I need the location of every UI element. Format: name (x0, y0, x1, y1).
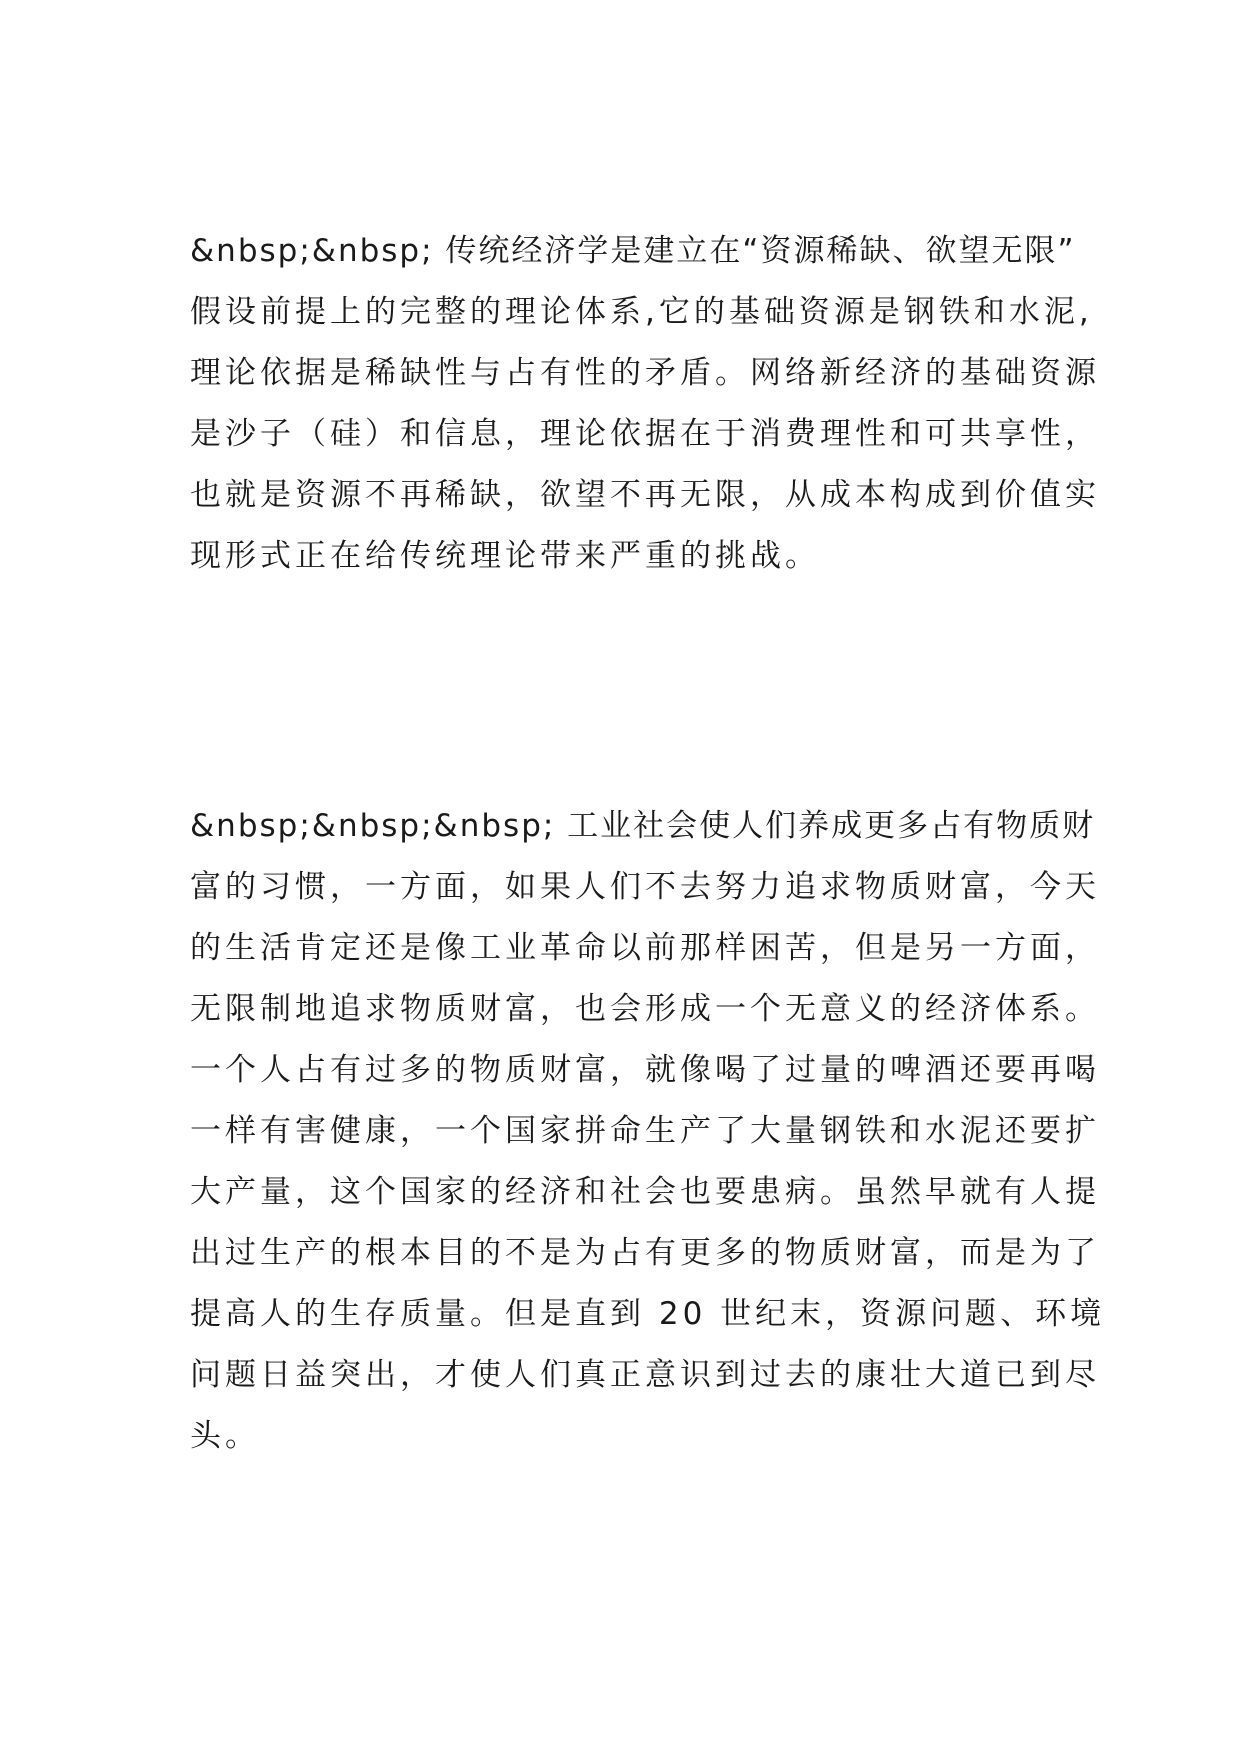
paragraph-line: 理论依据是稀缺性与占有性的矛盾。网络新经济的基础资源 (190, 355, 1100, 391)
paragraph-line: 问题日益突出，才使人们真正意识到过去的康壮大道已到尽 (190, 1357, 1100, 1393)
paragraph-line: 的生活肯定还是像工业革命以前那样困苦，但是另一方面， (190, 930, 1100, 966)
paragraph-2 (190, 796, 1106, 1467)
paragraph-line: &nbsp;&nbsp;&nbsp; 工业社会使人们养成更多占有物质财 (190, 808, 1096, 844)
paragraph-line: &nbsp;&nbsp; 传统经济学是建立在“资源稀缺、欲望无限” (190, 233, 1076, 269)
paragraph-line: 提高人的生存质量。但是直到 20 世纪末，资源问题、环境 (190, 1296, 1106, 1332)
paragraph-1 (190, 221, 1100, 587)
paragraph-line: 现形式正在给传统理论带来严重的挑战。 (190, 538, 820, 574)
paragraph-line: 一样有害健康，一个国家拼命生产了大量钢铁和水泥还要扩 (190, 1113, 1100, 1149)
paragraph-line: 出过生产的根本目的不是为占有更多的物质财富，而是为了 (190, 1235, 1100, 1271)
paragraph-line: 富的习惯，一方面，如果人们不去努力追求物质财富，今天 (190, 869, 1100, 905)
paragraph-line: 是沙子（硅）和信息，理论依据在于消费理性和可共享性， (190, 416, 1100, 452)
paragraph-line: 一个人占有过多的物质财富，就像喝了过量的啤酒还要再喝 (190, 1052, 1100, 1088)
paragraph-line: 大产量，这个国家的经济和社会也要患病。虽然早就有人提 (190, 1174, 1100, 1210)
paragraph-line: 头。 (190, 1418, 260, 1454)
paragraph-line: 无限制地追求物质财富，也会形成一个无意义的经济体系。 (190, 991, 1100, 1027)
paragraph-line: 假设前提上的完整的理论体系,它的基础资源是钢铁和水泥, (190, 294, 1093, 330)
paragraph-line: 也就是资源不再稀缺，欲望不再无限，从成本构成到价值实 (190, 477, 1100, 513)
